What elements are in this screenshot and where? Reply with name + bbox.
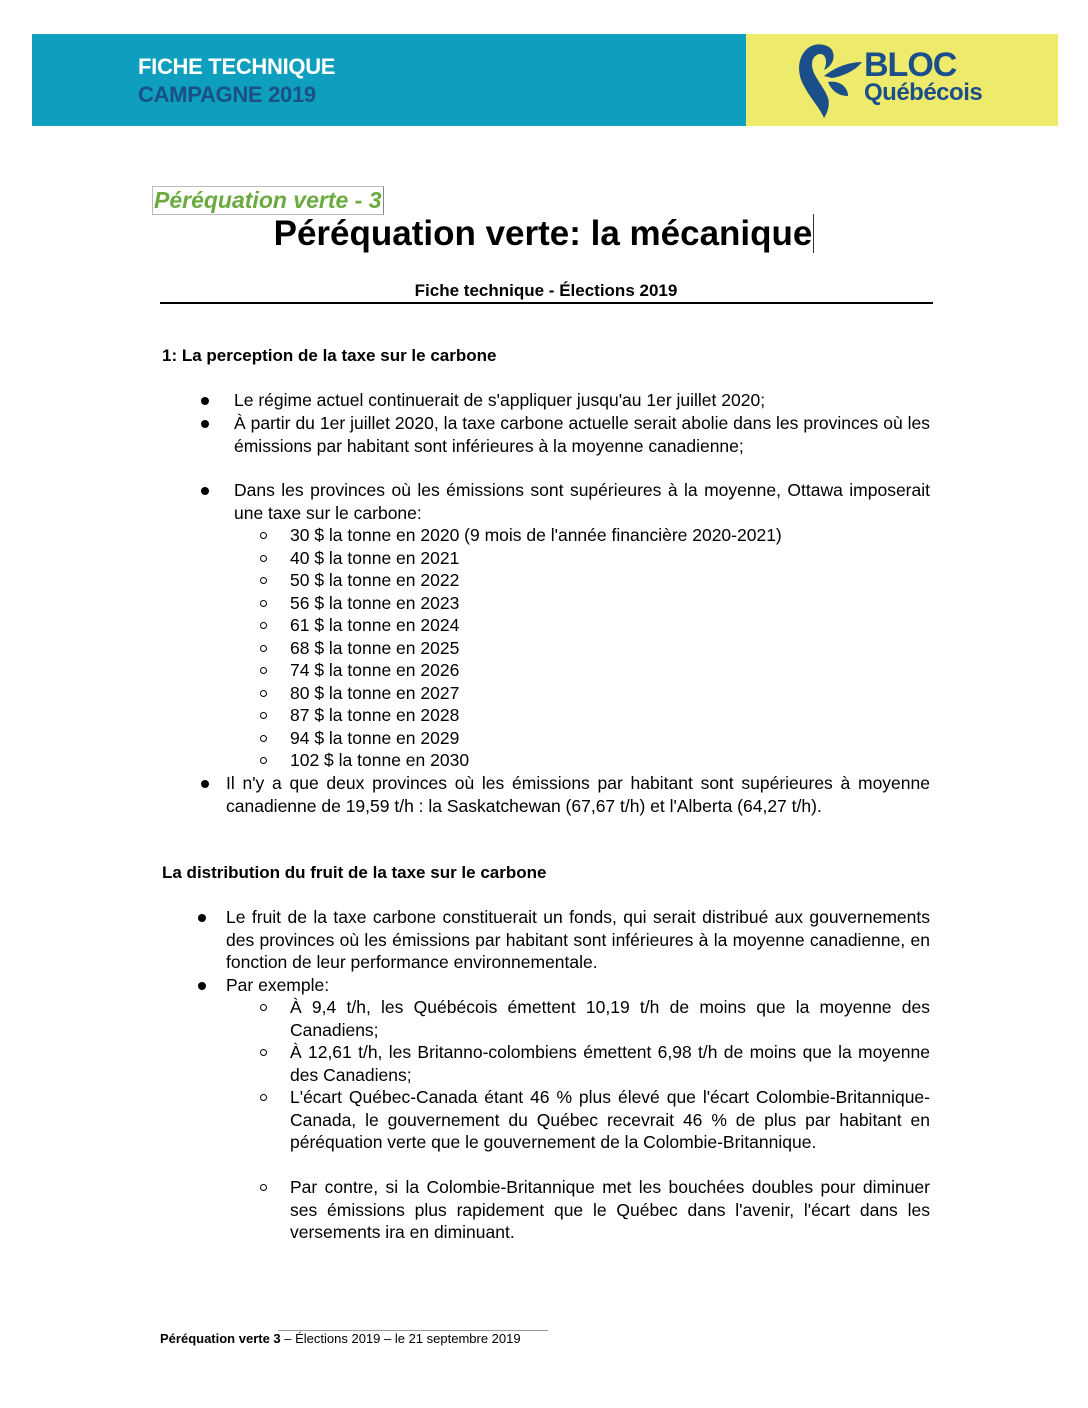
tax-schedule-item: 56 $ la tonne en 2023 [290,593,460,613]
document-subtitle: Fiche technique - Élections 2019 [414,281,678,300]
bullet-text: Il n'y a que deux provinces où les émissions par habitant sont supérieures à moyenne canadienne de 19,59 t/h : la Saskatchewan (67,67 t/h) et l'Alberta (64,27 t/h). [226,773,930,816]
section-heading-perception: 1: La perception de la taxe sur le carbone [162,346,497,365]
circle-bullet-icon [260,577,267,584]
tax-schedule-item: 30 $ la tonne en 2020 (9 mois de l'année financière 2020-2021) [290,525,782,545]
circle-bullet-icon [260,1184,267,1191]
example-item: À 9,4 t/h, les Québécois émettent 10,19 t/h de moins que la moyenne des Canadiens; [290,997,930,1040]
section-heading-distribution: La distribution du fruit de la taxe sur le carbone [162,863,547,882]
circle-bullet-icon [260,667,267,674]
bullet-text: Le régime actuel continuerait de s'appliquer jusqu'au 1er juillet 2020; [234,390,766,410]
bullet-icon [198,982,206,990]
bullet-icon [201,420,209,428]
bullet-text: À partir du 1er juillet 2020, la taxe carbone actuelle serait abolie dans les provinces où les émissions par habitant sont inférieures à la moyenne canadienne; [234,413,930,456]
bullet-icon [201,487,209,495]
page-title [0,214,1088,254]
title-divider [160,302,933,304]
bullet-icon [201,780,209,788]
circle-bullet-icon [260,622,267,629]
circle-bullet-icon [260,712,267,719]
bloc-quebecois-logo-icon [794,42,864,120]
logo-text-bloc: BLOC [864,46,957,84]
circle-bullet-icon [260,735,267,742]
example-item: L'écart Québec-Canada étant 46 % plus élevé que l'écart Colombie-Britannique-Canada, le gouvernement du Québec recevrait 46 % de plus par habitant en péréquation verte que le gouvernement de la Colombie-Britannique. [290,1087,930,1152]
example-item: À 12,61 t/h, les Britanno-colombiens émettent 6,98 t/h de moins que la moyenne des Canadiens; [290,1042,930,1085]
tax-schedule-item: 74 $ la tonne en 2026 [290,660,460,680]
banner-subtitle: CAMPAGNE 2019 [138,82,316,107]
circle-bullet-icon [260,645,267,652]
footer-date: – Élections 2019 – le 21 septembre 2019 [280,1331,521,1346]
tax-schedule-item: 94 $ la tonne en 2029 [290,728,460,748]
bullet-text: Par exemple: [226,975,330,995]
circle-bullet-icon [260,555,267,562]
circle-bullet-icon [260,600,267,607]
circle-bullet-icon [260,757,267,764]
circle-bullet-icon [260,1049,267,1056]
tax-schedule-item: 61 $ la tonne en 2024 [290,615,460,635]
bullet-icon [198,914,206,922]
tax-schedule-item: 102 $ la tonne en 2030 [290,750,470,770]
banner-title: FICHE TECHNIQUE [138,54,336,79]
bullet-text: Dans les provinces où les émissions sont supérieures à la moyenne, Ottawa imposerait une taxe sur le carbone: [234,480,930,523]
bullet-icon [201,397,209,405]
banner-logo-panel [746,34,1058,126]
example-item: Par contre, si la Colombie-Britannique met les bouchées doubles pour diminuer ses émissions plus rapidement que le Québec dans l'avenir, l'écart dans les versements ira en diminuant. [290,1177,930,1242]
page-footer [160,1331,521,1346]
page-title-text: Péréquation verte: la mécanique [273,214,813,253]
logo-text-quebecois: Québécois [864,79,983,106]
circle-bullet-icon [260,690,267,697]
header-banner [32,34,1058,126]
document-kicker: Péréquation verte - 3 [154,187,382,213]
tax-schedule-item: 87 $ la tonne en 2028 [290,705,460,725]
circle-bullet-icon [260,532,267,539]
bullet-text: Le fruit de la taxe carbone constituerait un fonds, qui serait distribué aux gouvernements des provinces où les émissions par habitant sont inférieures à la moyenne canadienne, en fonction de leur performance environnementale. [226,907,930,972]
banner-left-panel [32,34,746,126]
tax-schedule-item: 68 $ la tonne en 2025 [290,638,460,658]
tax-schedule-item: 40 $ la tonne en 2021 [290,548,460,568]
footer-doc-name: Péréquation verte 3 [160,1331,281,1346]
circle-bullet-icon [260,1004,267,1011]
circle-bullet-icon [260,1094,267,1101]
tax-schedule-item: 50 $ la tonne en 2022 [290,570,460,590]
tax-schedule-item: 80 $ la tonne en 2027 [290,683,460,703]
